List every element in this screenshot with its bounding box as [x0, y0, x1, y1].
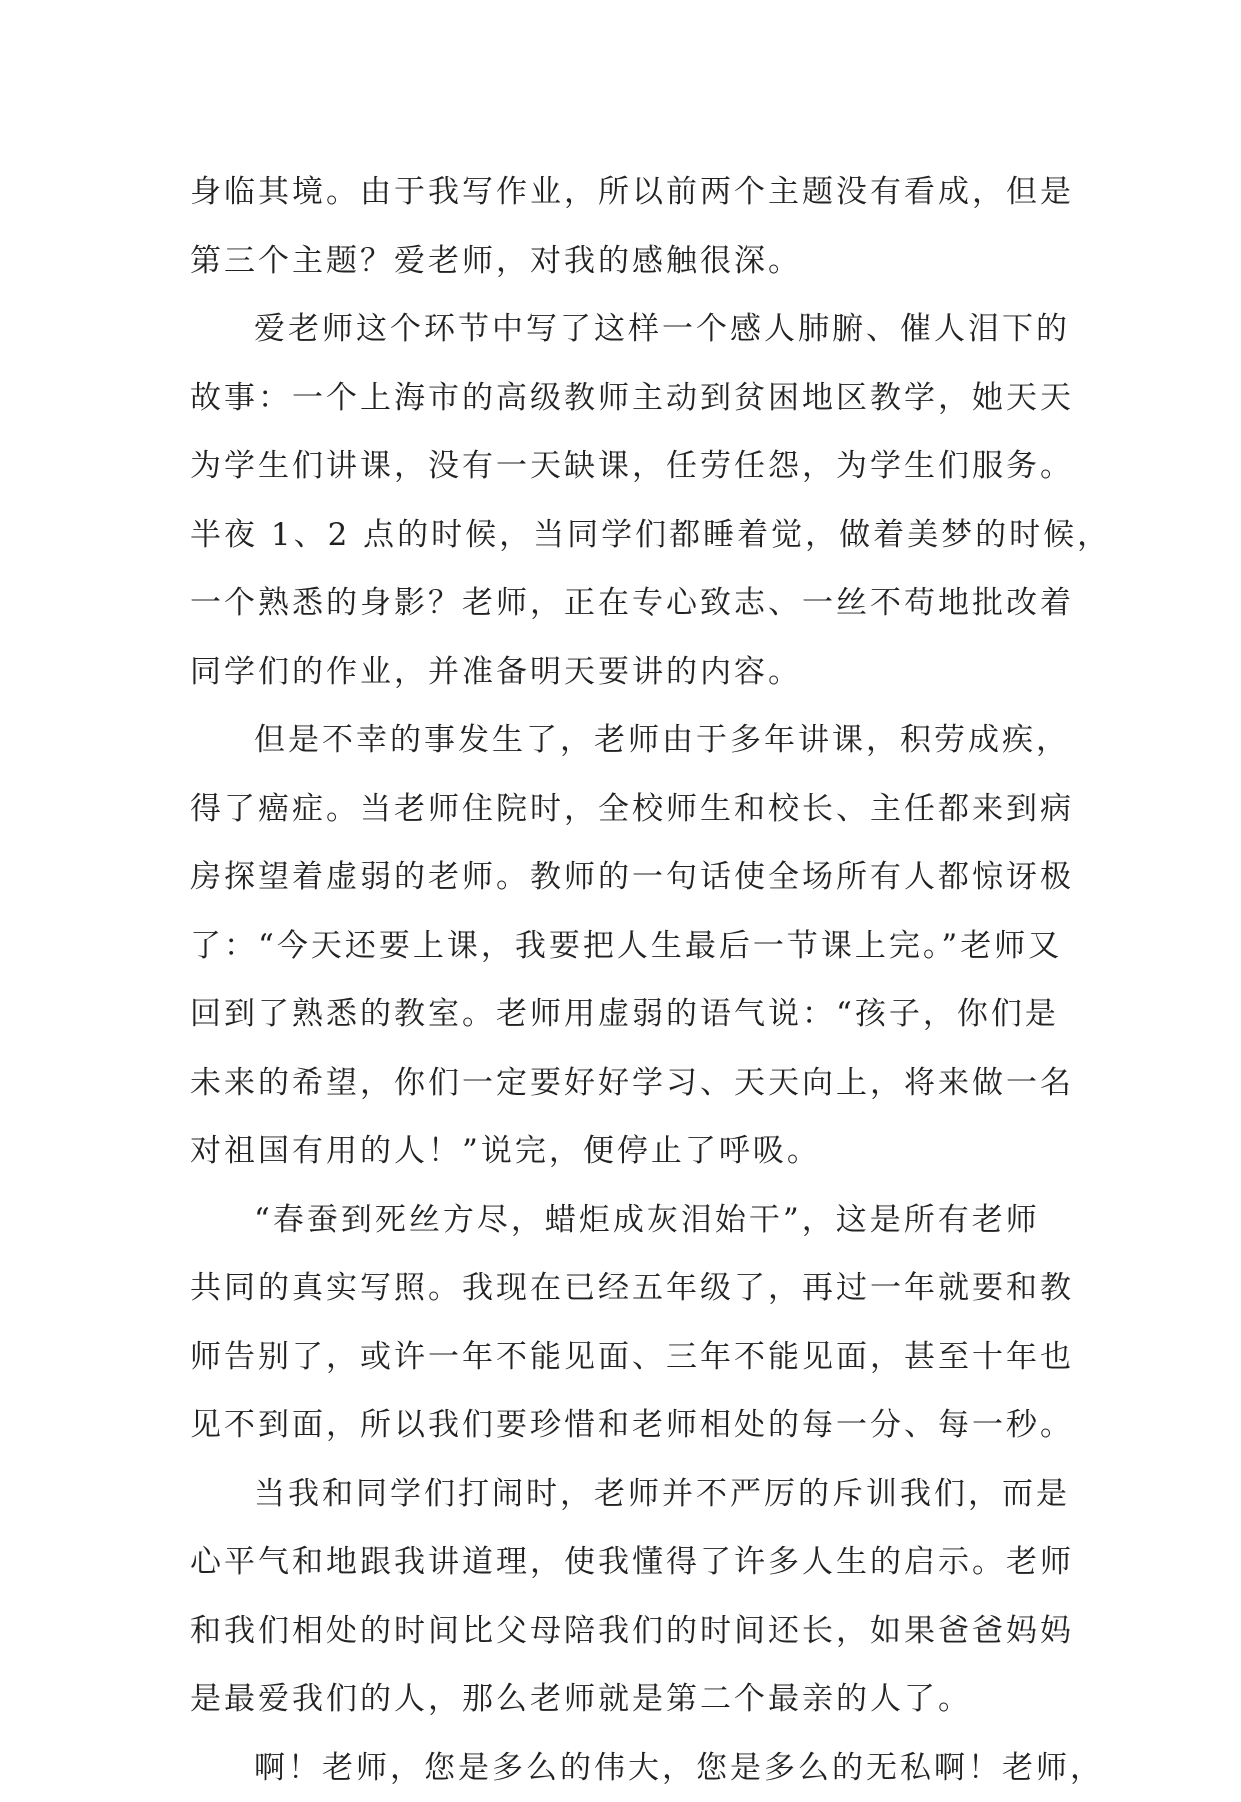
- text-line: 房探望着虚弱的老师。教师的一句话使全场所有人都惊讶极: [190, 843, 1050, 912]
- body-text: [190, 158, 1050, 1802]
- text-line: 故事：一个上海市的高级教师主动到贫困地区教学，她天天: [190, 364, 1050, 433]
- text-line: “春蚕到死丝方尽，蜡炬成灰泪始干”，这是所有老师: [190, 1186, 1050, 1255]
- text-line: 未来的希望，你们一定要好好学习、天天向上，将来做一名: [190, 1049, 1050, 1118]
- text-line: 回到了熟悉的教室。老师用虚弱的语气说：“孩子，你们是: [190, 980, 1050, 1049]
- text-line: 啊！老师，您是多么的伟大，您是多么的无私啊！老师，: [190, 1734, 1050, 1802]
- text-line: 半夜 1、2 点的时候，当同学们都睡着觉，做着美梦的时候，: [190, 501, 1050, 570]
- text-line: 师告别了，或许一年不能见面、三年不能见面，甚至十年也: [190, 1323, 1050, 1392]
- text-line: 共同的真实写照。我现在已经五年级了，再过一年就要和教: [190, 1254, 1050, 1323]
- text-line: 和我们相处的时间比父母陪我们的时间还长，如果爸爸妈妈: [190, 1597, 1050, 1666]
- text-line: 是最爱我们的人，那么老师就是第二个最亲的人了。: [190, 1665, 1050, 1734]
- text-line: 身临其境。由于我写作业，所以前两个主题没有看成，但是: [190, 158, 1050, 227]
- text-line: 了：“今天还要上课，我要把人生最后一节课上完。”老师又: [190, 912, 1050, 981]
- text-line: 爱老师这个环节中写了这样一个感人肺腑、催人泪下的: [190, 295, 1050, 364]
- text-line: 得了癌症。当老师住院时，全校师生和校长、主任都来到病: [190, 775, 1050, 844]
- text-line: 但是不幸的事发生了，老师由于多年讲课，积劳成疾，: [190, 706, 1050, 775]
- text-line: 第三个主题？爱老师，对我的感触很深。: [190, 227, 1050, 296]
- text-line: 当我和同学们打闹时，老师并不严厉的斥训我们，而是: [190, 1460, 1050, 1529]
- text-line: 为学生们讲课，没有一天缺课，任劳任怨，为学生们服务。: [190, 432, 1050, 501]
- text-line: 一个熟悉的身影？老师，正在专心致志、一丝不苟地批改着: [190, 569, 1050, 638]
- text-line: 对祖国有用的人！”说完，便停止了呼吸。: [190, 1117, 1050, 1186]
- text-line: 心平气和地跟我讲道理，使我懂得了许多人生的启示。老师: [190, 1528, 1050, 1597]
- text-line: 见不到面，所以我们要珍惜和老师相处的每一分、每一秒。: [190, 1391, 1050, 1460]
- text-line: 同学们的作业，并准备明天要讲的内容。: [190, 638, 1050, 707]
